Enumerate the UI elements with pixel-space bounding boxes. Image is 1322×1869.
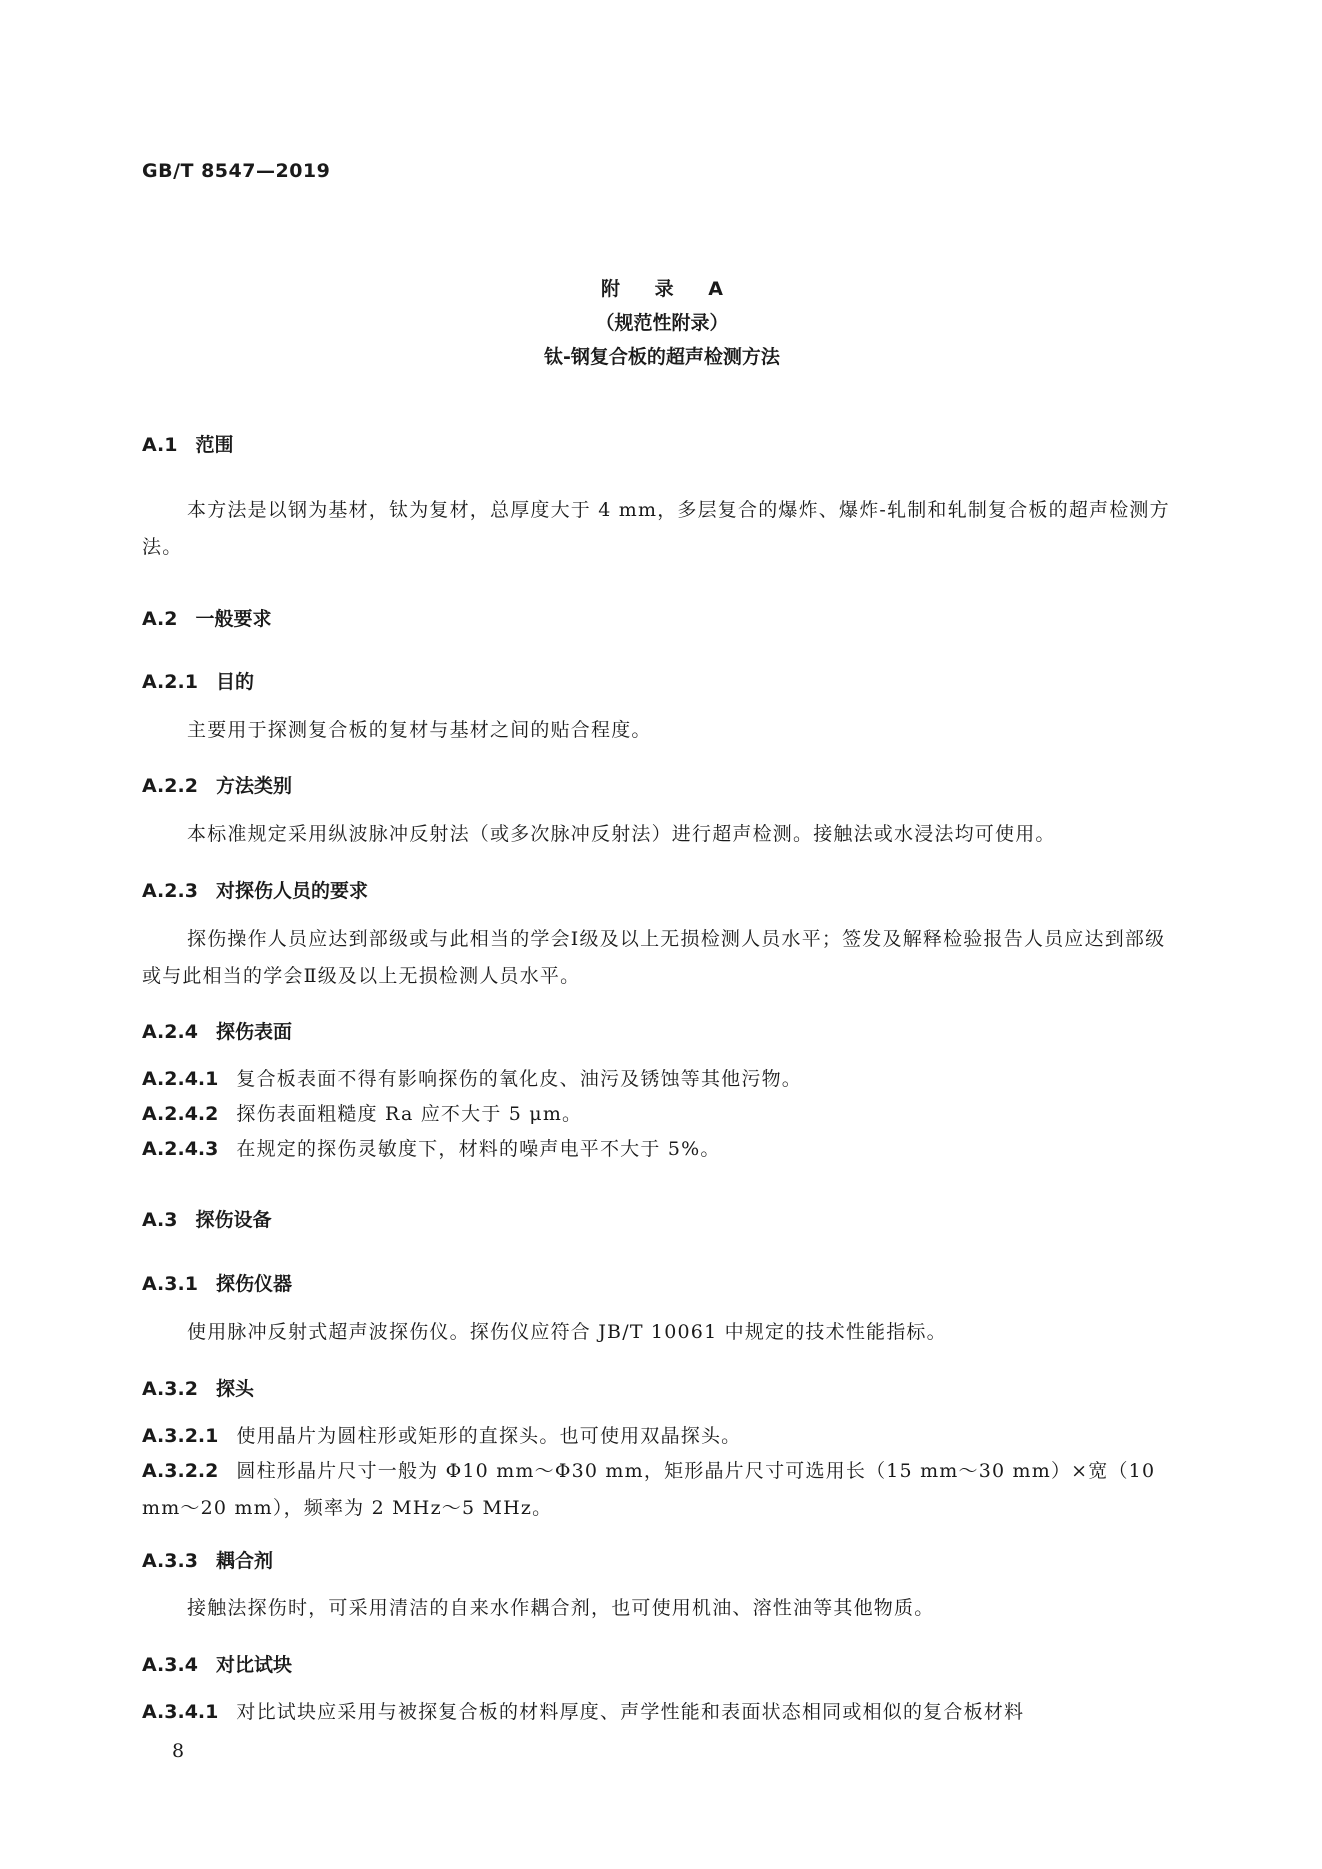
clause-a241: [142, 1061, 1182, 1098]
clause-text: 使用晶片为圆柱形或矩形的直探头。也可使用双晶探头。: [236, 1425, 742, 1447]
section-a22-paragraph: 本标准规定采用纵波脉冲反射法（或多次脉冲反射法）进行超声检测。接触法或水浸法均可使用。: [187, 823, 1056, 845]
appendix-name: 钛-钢复合板的超声检测方法: [544, 346, 780, 368]
section-a1-heading: [142, 430, 234, 457]
section-title: 探伤设备: [195, 1209, 272, 1231]
section-title: 对探伤人员的要求: [215, 880, 368, 902]
clause-number: A.3.2.2: [142, 1460, 219, 1482]
clause-a341: [142, 1694, 1182, 1731]
section-number: A.3.4: [142, 1654, 198, 1676]
section-title: 方法类别: [215, 775, 292, 797]
section-number: A.3.1: [142, 1273, 198, 1295]
section-a33-paragraph: 接触法探伤时，可采用清洁的自来水作耦合剂，也可使用机油、溶性油等其他物质。: [187, 1597, 935, 1619]
clause-a242: [142, 1096, 1182, 1133]
section-a31-paragraph: 使用脉冲反射式超声波探伤仪。探伤仪应符合 JB/T 10061 中规定的技术性能指标。: [187, 1321, 947, 1343]
appendix-label: 附 录 A: [601, 278, 737, 300]
section-number: A.2: [142, 608, 178, 630]
section-a23-heading: [142, 876, 368, 903]
section-number: A.3.2: [142, 1378, 198, 1400]
section-title: 探头: [215, 1378, 254, 1400]
section-a34-heading: [142, 1650, 292, 1677]
clause-text: 对比试块应采用与被探复合板的材料厚度、声学性能和表面状态相同或相似的复合板材料: [236, 1701, 1025, 1723]
clause-text: 探伤表面粗糙度 Ra 应不大于 5 μm。: [236, 1103, 583, 1125]
clause-number: A.3.4.1: [142, 1701, 219, 1723]
section-a21-heading: [142, 667, 254, 694]
section-a31-heading: [142, 1269, 292, 1296]
clause-text: 复合板表面不得有影响探伤的氧化皮、油污及锈蚀等其他污物。: [236, 1068, 802, 1090]
section-title: 探伤表面: [215, 1021, 292, 1043]
section-a22-heading: [142, 771, 292, 798]
section-title: 对比试块: [215, 1654, 292, 1676]
section-number: A.3.3: [142, 1550, 198, 1572]
section-a21-paragraph: 主要用于探测复合板的复材与基材之间的贴合程度。: [187, 719, 652, 741]
clause-number: A.2.4.2: [142, 1103, 219, 1125]
clause-a243: [142, 1131, 1182, 1168]
section-title: 目的: [215, 671, 254, 693]
clause-text: 在规定的探伤灵敏度下，材料的噪声电平不大于 5%。: [236, 1138, 721, 1160]
section-number: A.3: [142, 1209, 178, 1231]
section-a23-paragraph: 探伤操作人员应达到部级或与此相当的学会Ⅰ级及以上无损检测人员水平；签发及解释检验报告人员应达到部级或与此相当的学会Ⅱ级及以上无损检测人员水平。: [142, 928, 1166, 987]
clause-a321: [142, 1418, 1182, 1455]
section-a1-paragraph: 本方法是以钢为基材，钛为复材，总厚度大于 4 mm，多层复合的爆炸、爆炸-轧制和轧制复合板的超声检测方法。: [142, 499, 1170, 558]
appendix-title-block: [142, 272, 1182, 374]
section-number: A.1: [142, 434, 178, 456]
section-a33-heading: [142, 1546, 273, 1573]
clause-number: A.3.2.1: [142, 1425, 219, 1447]
section-title: 范围: [195, 434, 234, 456]
section-number: A.2.4: [142, 1021, 198, 1043]
clause-text: 圆柱形晶片尺寸一般为 Φ10 mm～Φ30 mm，矩形晶片尺寸可选用长（15 mm～30 mm）×宽（10 mm～20 mm），频率为 2 MHz～5 MHz。: [142, 1460, 1156, 1519]
section-number: A.2.1: [142, 671, 198, 693]
section-a2-heading: [142, 604, 272, 631]
clause-number: A.2.4.1: [142, 1068, 219, 1090]
section-a24-heading: [142, 1017, 292, 1044]
section-a3-heading: [142, 1205, 272, 1232]
appendix-type: （规范性附录）: [595, 312, 729, 334]
standard-number: GB/T 8547—2019: [142, 160, 331, 182]
clause-a322: [142, 1453, 1182, 1527]
section-a32-heading: [142, 1374, 254, 1401]
page-number: 8: [172, 1740, 185, 1762]
clause-number: A.2.4.3: [142, 1138, 219, 1160]
section-number: A.2.3: [142, 880, 198, 902]
section-title: 一般要求: [195, 608, 272, 630]
section-title: 探伤仪器: [215, 1273, 292, 1295]
section-number: A.2.2: [142, 775, 198, 797]
section-title: 耦合剂: [215, 1550, 273, 1572]
